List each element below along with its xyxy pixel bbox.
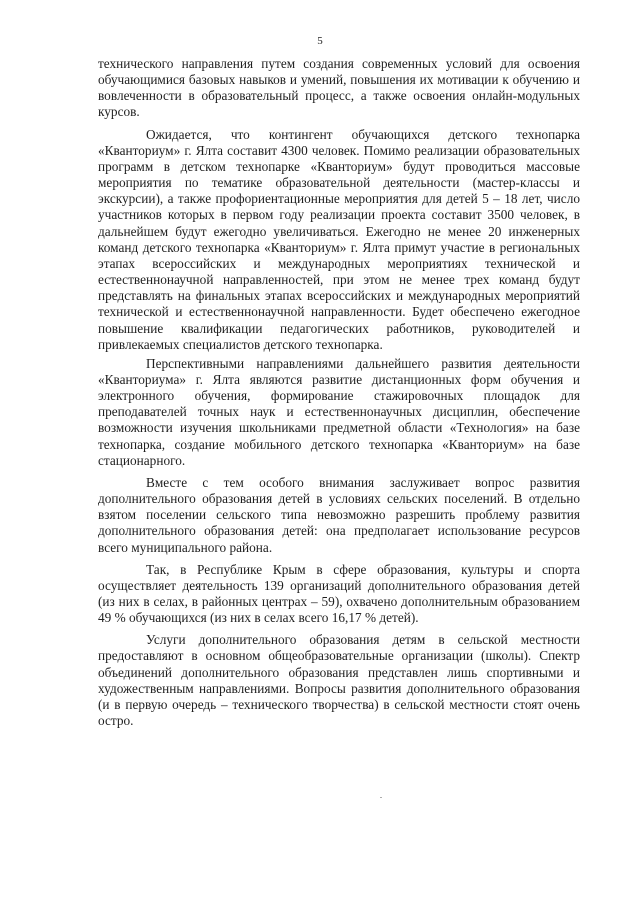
paragraph-development-directions: Перспективными направлениями дальнейшего развития деятельности «Кванториума» г. Ялта являются развитие дистанционных форм обучения и электронного обучения, формирование стажировочных площадок для преподавателей точных наук и естественнонаучных дисциплин, обеспечение возможности изучения школьниками предметной области «Технология» на базе технопарка, создание мобильного детского технопарка «Кванториум» на базе стационарного. bbox=[98, 355, 580, 468]
page-number: 5 bbox=[317, 35, 323, 47]
paragraph-rural-services: Услуги дополнительного образования детям в сельской местности предоставляют в основном общеобразовательные организации (школы). Спектр объединений дополнительного образования представлен лишь спортивными и художественным направлениями. Вопросы развития дополнительного образования (и в первую очередь – технического творчества) в сельской местности стоят очень остро. bbox=[98, 632, 580, 729]
scan-speck bbox=[380, 797, 382, 798]
paragraph-crimea-statistics: Так, в Республике Крым в сфере образования, культуры и спорта осуществляет деятельность 139 организаций дополнительного образования детей (из них в селах, в районных центрах – 59), охвачено дополнительным образованием 49 % обучающихся (из них в селах всего 16,17 % детей). bbox=[98, 561, 580, 626]
paragraph-rural-settlements: Вместе с тем особого внимания заслуживает вопрос развития дополнительного образования детей в условиях сельских поселений. В отдельно взятом поселении сельского типа невозможно разрешить проблему развития дополнительного образования детей: она предполагает использование ресурсов всего муниципального района. bbox=[98, 474, 580, 555]
document-body bbox=[98, 56, 580, 732]
paragraph-kvantorium-contingent: Ожидается, что контингент обучающихся детского технопарка «Кванториум» г. Ялта составит 4300 человек. Помимо реализации образовательных программ в детском технопарке «Кванториум» будут проводиться массовые мероприятия по тематике образовательной деятельности (мастер-классы и экскурсии), а также профориентационные мероприятия для детей 5 – 18 лет, число участников которых в первом году реализации проекта составит 3500 человек, в дальнейшем будут ежегодно увеличиваться. Ежегодно не менее 20 инженерных команд детского технопарка «Кванториум» г. Ялта примут участие в региональных этапах всероссийских и международных мероприятиях технической и естественнонаучной направленностей, при этом не менее трех команд будут представлять на финальных этапах всероссийских и международных мероприятий технической и естественнонаучной направленности. Будет обеспечено ежегодное повышение квалификации педагогических работников, руководителей и привлекаемых специалистов детского технопарка. bbox=[98, 126, 580, 352]
paragraph-continuation: технического направления путем создания современных условий для освоения обучающимися базовых навыков и умений, повышения их мотивации к обучению и вовлеченности в образовательный процесс, а также освоения онлайн-модульных курсов. bbox=[98, 56, 580, 120]
